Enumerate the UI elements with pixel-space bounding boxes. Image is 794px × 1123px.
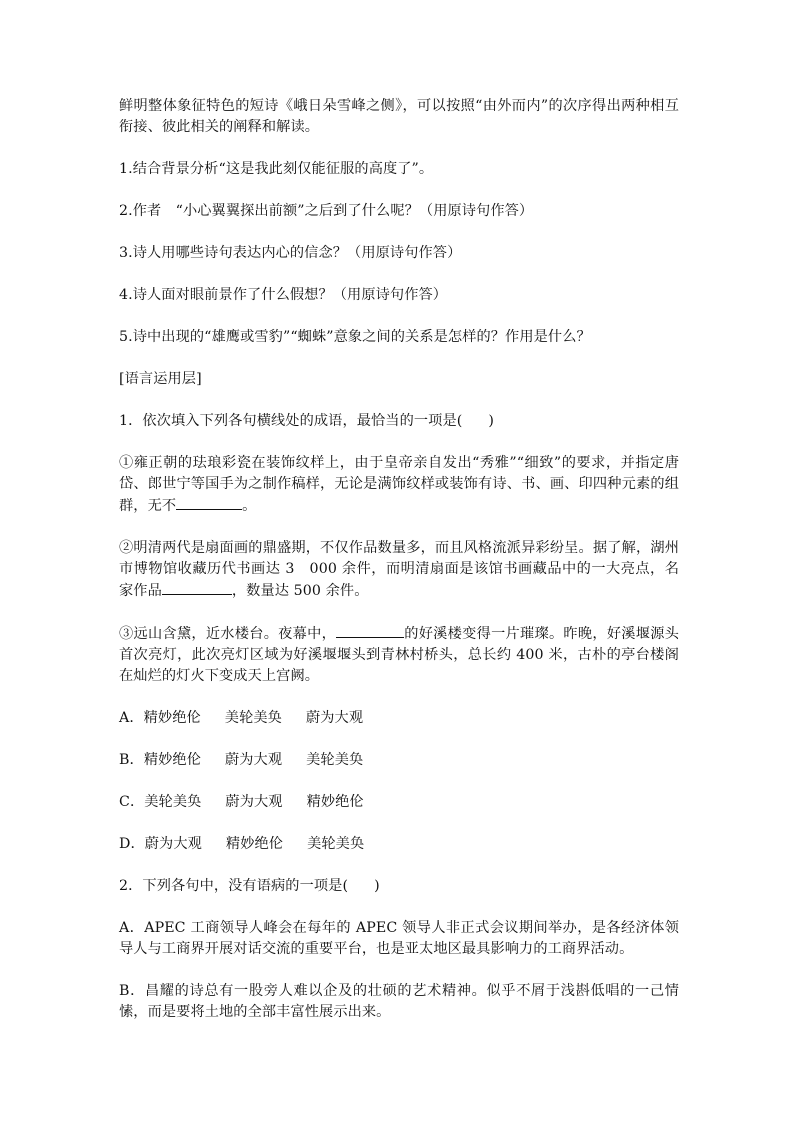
mcq-1-stem	[119, 411, 679, 432]
option-d	[119, 834, 679, 855]
question-5: 5.诗中出现的“雄鹰或雪豹”“蜘蛛”意象之间的关系是怎样的？作用是什么？	[119, 329, 591, 345]
option-b	[119, 750, 679, 771]
sentence-2-end: ，数量达 500 余件。	[231, 583, 369, 599]
question-4: 4.诗人面对眼前景作了什么假想？（用原诗句作答）	[119, 287, 448, 303]
mcq-2-stem-close: )	[374, 878, 380, 894]
option-word: 美轮美奂	[144, 794, 202, 810]
option-letter: A．	[119, 710, 144, 726]
option-word: 蔚为大观	[144, 836, 202, 852]
option-word: 美轮美奂	[307, 836, 365, 852]
sentence-1-end: 。	[242, 498, 257, 514]
option-word: 精妙绝伦	[143, 710, 201, 726]
option-word: 美轮美奂	[306, 752, 364, 768]
fill-blank-1	[176, 495, 242, 510]
mcq-1-stem-close: )	[488, 413, 495, 429]
option-c	[119, 792, 679, 813]
option-a	[119, 708, 679, 729]
option-letter: D．	[119, 836, 145, 852]
sentence-1-text: ①雍正朝的珐琅彩瓷在装饰纹样上，由于皇帝亲自发出“秀雅”“细致”的要求，并指定唐岱、郎世宁等国手为之制作稿样，无论是满饰纹样或装饰有诗、书、画、印四种元素的组群，无不	[119, 455, 679, 514]
option-word: 蔚为大观	[225, 794, 283, 810]
option-word: 蔚为大观	[224, 752, 283, 768]
fill-blank-3	[336, 623, 404, 638]
sentence-1	[119, 453, 679, 517]
mcq-2-stem-text: 2．下列各句中，没有语病的一项是(	[119, 878, 349, 894]
sentence-2-text: ②明清两代是扇面画的鼎盛期，不仅作品数量多，而且风格流派异彩纷呈。据了解，湖州市博物馆收藏历代书画达 3 000 余件，而明清扇面是该馆书画藏品中的一大亮点，名家作品	[119, 540, 679, 599]
question-2: 2.作者 “小心翼翼探出前额”之后到了什么呢？（用原诗句作答）	[119, 203, 534, 219]
intro-paragraph: 鲜明整体象征特色的短诗《峨日朵雪峰之侧》，可以按照“由外而内”的次序得出两种相互衔接、彼此相关的阐释和解读。	[119, 98, 679, 135]
sentence-3-after: 的好溪楼变得一片璀璨。昨晚，好溪堰源头首次亮灯，此次亮灯区域为好溪堰堰头到青林村桥头，总长约 400 米，古朴的亭台楼阁在灿烂的灯火下变成天上宫阙。	[119, 626, 679, 684]
sentence-3-before: ③远山含黛，近水楼台。夜幕中，	[119, 626, 337, 642]
mcq-2-option-a: A．APEC 工商领导人峰会在每年的 APEC 领导人非正式会议期间举办，是各经济体领导人与工商界开展对话交流的重要平台，也是亚太地区最具影响力的工商界活动。	[119, 920, 679, 957]
fill-blank-2	[162, 580, 232, 595]
section-title: [语言运用层]	[119, 371, 202, 387]
option-word: 精妙绝伦	[143, 752, 201, 768]
document-page	[119, 96, 679, 1044]
option-word: 精妙绝伦	[306, 794, 364, 810]
mcq-1-stem-text: 1．依次填入下列各句横线处的成语，最恰当的一项是(	[119, 413, 463, 429]
option-word: 蔚为大观	[305, 710, 364, 726]
option-word: 美轮美奂	[224, 710, 282, 726]
option-letter: C．	[119, 794, 145, 810]
sentence-3	[119, 623, 679, 687]
question-3: 3.诗人用哪些诗句表达内心的信念？（用原诗句作答）	[119, 245, 462, 261]
mcq-2-stem	[119, 876, 679, 897]
question-1: 1.结合背景分析“这是我此刻仅能征服的高度了”。	[119, 161, 434, 177]
sentence-2	[119, 538, 679, 602]
mcq-2-option-b: B．昌耀的诗总有一股旁人难以企及的壮硕的艺术精神。似乎不屑于浅斟低唱的一己情愫，而是要将土地的全部丰富性展示出来。	[119, 983, 679, 1020]
option-letter: B．	[119, 752, 144, 768]
option-word: 精妙绝伦	[225, 836, 284, 852]
